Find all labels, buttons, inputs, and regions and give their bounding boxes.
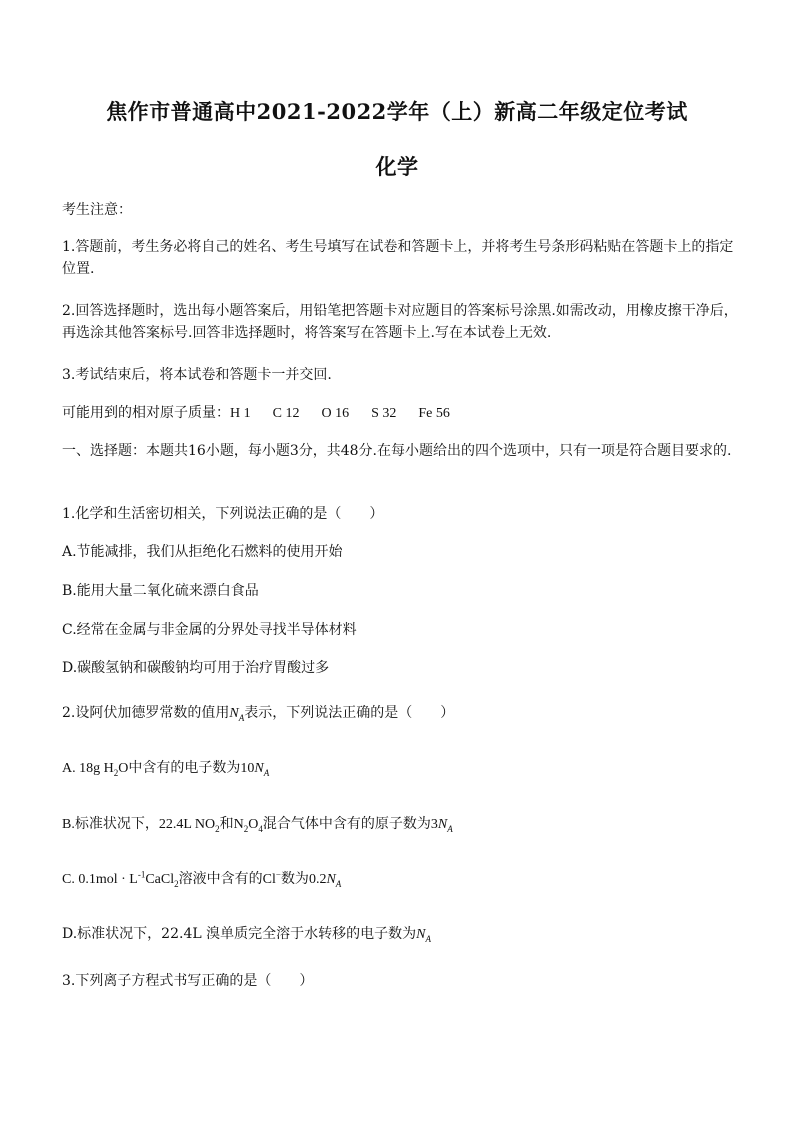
notice-item-2: 2.回答选择题时，选出每小题答案后，用铅笔把答题卡对应题目的答案标号涂黑.如需改动，用橡皮擦干净后，再选涂其他答案标号.回答非选择题时，将答案写在答题卡上.写在本试卷上无效. [62, 303, 738, 341]
avogadro-symbol: $N_A$ [437, 817, 453, 834]
exam-title: 焦作市普通高中2021-2022学年（上）新高二年级定位考试 [106, 99, 688, 124]
atomic-mass-h: H 1 [230, 406, 251, 421]
question-1-option-c: C.经常在金属与非金属的分界处寻找半导体材料 [62, 622, 357, 638]
question-2-option-d: D.标准状况下，22.4L 溴单质完全溶于水转移的电子数为$N_A$ [62, 926, 431, 944]
question-1-option-b: B.能用大量二氧化硫来漂白食品 [62, 583, 259, 599]
question-2-option-c: C. $0.1mol \cdot L^{-1}CaCl_2$溶液中含有的Cl−数为$0.2N_A$ [62, 869, 342, 889]
avogadro-symbol: $N_A$ [326, 872, 342, 889]
atomic-mass-o: O 16 [321, 406, 350, 421]
atomic-mass-line [62, 402, 738, 425]
question-2-option-a: A. 18g $H_2O$中含有的电子数为$10N_A$ [62, 761, 270, 778]
question-2-stem-pre: 2.设阿伏加德罗常数的值用 [62, 705, 230, 721]
notice-item-3: 3.考试结束后，将本试卷和答题卡一并交回. [62, 367, 332, 383]
section-1-heading: 一、选择题：本题共16小题，每小题3分，共48分.在每小题给出的四个选项中，只有一项是符合题目要求的. [62, 443, 732, 459]
atomic-mass-label: 可能用到的相对原子质量： [62, 405, 230, 421]
question-1-option-d: D.碳酸氢钠和碳酸钠均可用于治疗胃酸过多 [62, 660, 330, 676]
avogadro-symbol: $N_A$ [229, 706, 245, 723]
question-2-stem [62, 702, 738, 725]
question-2-stem-post: 表示，下列说法正确的是（ ） [244, 705, 455, 721]
avogadro-symbol: $N_A$ [254, 761, 270, 778]
atomic-mass-s: S 32 [371, 406, 397, 421]
atomic-mass-fe: Fe 56 [418, 406, 450, 421]
question-3-stem: 3.下列离子方程式书写正确的是（ ） [62, 973, 314, 989]
question-2-option-b: B.标准状况下，22.4L $NO_2$和$N_2O_4$混合气体中含有的原子数为$3N_A$ [62, 817, 453, 834]
question-1-option-a: A.节能减排，我们从拒绝化石燃料的使用开始 [62, 544, 343, 560]
question-1-stem: 1.化学和生活密切相关，下列说法正确的是（ ） [62, 506, 384, 522]
subject-title: 化学 [375, 154, 419, 179]
atomic-mass-c: C 12 [272, 406, 300, 421]
notice-item-1: 1.答题前，考生务必将自己的姓名、考生号填写在试卷和答题卡上，并将考生号条形码粘贴在答题卡上的指定位置. [62, 239, 734, 277]
avogadro-symbol: $N_A$ [416, 927, 431, 944]
notice-label: 考生注意： [62, 202, 132, 218]
